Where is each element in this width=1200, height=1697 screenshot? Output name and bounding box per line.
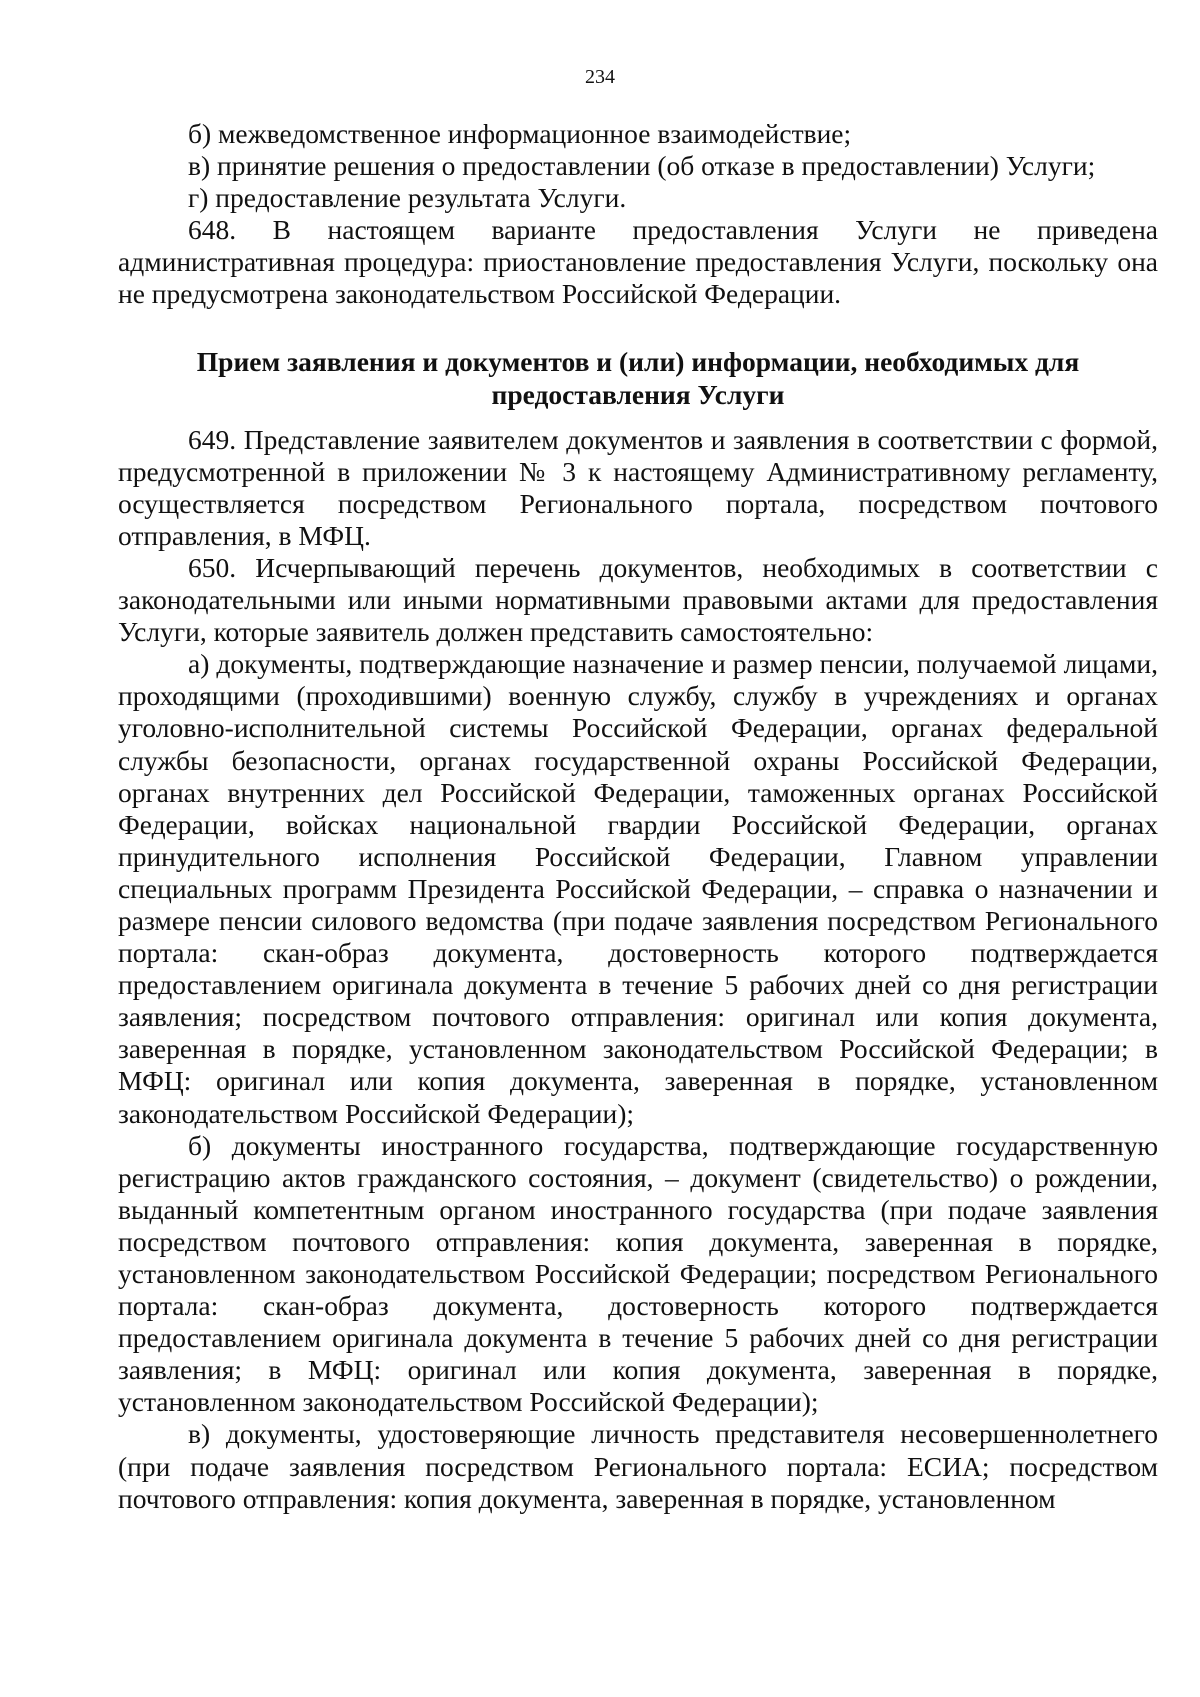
section-heading-line: предоставления Услуги <box>491 378 785 410</box>
section-heading-line: Прием заявления и документов и (или) информации, необходимых для <box>196 345 1080 377</box>
list-item-a: а) документы, подтверждающие назначение и размер пенсии, получаемой лицами, проходящими (проходившими) военную службу, службу в учреждениях и органах уголовно-исполнительной системы Российской Федерации, органах федеральной службы безопасности, органах государственной охраны Российской Федерации, органах внутренних дел Российской Федерации, таможенных органах Российской Федерации, войсках национальной гвардии Российской Федерации, органах принудительного исполнения Российской Федерации, Главном управлении специальных программ Президента Российской Федерации, – справка о назначении и размере пенсии силового ведомства (при подаче заявления посредством Регионального портала: скан-образ документа, достоверность которого подтверждается предоставлением оригинала документа в течение 5 рабочих дней со дня регистрации заявления; посредством почтового отправления: оригинал или копия документа, заверенная в порядке, установленном законодательством Российской Федерации; в МФЦ: оригинал или копия документа, заверенная в порядке, установленном законодательством Российской Федерации); <box>118 648 1158 1129</box>
list-item-v: в) документы, удостоверяющие личность представителя несовершеннолетнего (при подаче заявления посредством Регионального портала: ЕСИА; посредством почтового отправления: копия документа, заверенная в порядке, установленном <box>118 1418 1158 1514</box>
paragraph-649: 649. Представление заявителем документов и заявления в соответствии с формой, предусмотренной в приложении № 3 к настоящему Административному регламенту, осуществляется посредством Регионального портала, посредством почтового отправления, в МФЦ. <box>118 423 1158 551</box>
list-item-b: б) документы иностранного государства, подтверждающие государственную регистрацию актов гражданского состояния, – документ (свидетельство) о рождении, выданный компетентным органом иностранного государства (при подаче заявления посредством почтового отправления: копия документа, заверенная в порядке, установленном законодательством Российской Федерации; посредством Регионального портала: скан-образ документа, достоверность которого подтверждается предоставлением оригинала документа в течение 5 рабочих дней со дня регистрации заявления; в МФЦ: оригинал или копия документа, заверенная в порядке, установленном законодательством Российской Федерации); <box>118 1129 1158 1418</box>
paragraph-650: 650. Исчерпывающий перечень документов, необходимых в соответствии с законодательными или иными нормативными правовыми актами для предоставления Услуги, которые заявитель должен представить самостоятельно: <box>118 551 1158 648</box>
section-heading <box>118 345 1158 411</box>
page-number: 234 <box>585 66 615 88</box>
list-item: г) предоставление результата Услуги. <box>188 182 627 214</box>
list-item: в) принятие решения о предоставлении (об отказе в предоставлении) Услуги; <box>188 150 1096 182</box>
paragraph-648: 648. В настоящем варианте предоставления Услуги не приведена административная процедура: приостановление предоставления Услуги, поскольку она не предусмотрена законодательством Российской Федерации. <box>118 214 1158 310</box>
document-body <box>118 118 1158 1515</box>
list-item: б) межведомственное информационное взаимодействие; <box>188 118 852 149</box>
